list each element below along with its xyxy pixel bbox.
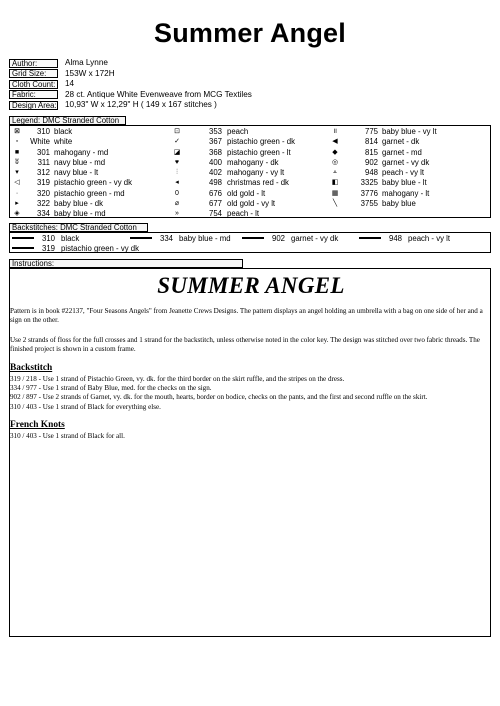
legend-entry — [330, 178, 480, 188]
legend-entry — [12, 168, 162, 178]
legend-entry — [330, 127, 480, 137]
instructions-panel — [9, 268, 491, 637]
instructions-paragraph: Pattern is in book #22137, "Four Seasons Angels" from Jeanette Crews Designs. The pattern displays an angel holding an umbrella with a bag on one side of her and a sign on the other. — [10, 307, 483, 325]
legend-label: Legend: DMC Stranded Cotton — [9, 116, 126, 125]
backstitch-color-name: baby blue - md — [179, 233, 231, 243]
info-row-author — [9, 58, 309, 69]
legend-color-name: mahogany - md — [54, 147, 109, 157]
legend-code: 814 — [364, 137, 378, 147]
legend-color-name: pistachio green - vy dk — [54, 178, 133, 188]
info-row-fabric — [9, 90, 309, 101]
legend-code: 301 — [36, 147, 50, 157]
legend-code: 3776 — [360, 188, 378, 198]
legend-color-name: peach - lt — [227, 209, 260, 219]
info-value: 28 ct. Antique White Evenweave from MCG Textiles — [65, 89, 252, 99]
legend-color-name: peach - vy lt — [382, 168, 425, 178]
legend-code: 368 — [208, 147, 222, 157]
legend-entry — [330, 168, 480, 178]
legend-color-name: baby blue - lt — [382, 178, 427, 188]
info-label: Cloth Count: — [9, 80, 58, 89]
legend-grid — [10, 127, 492, 220]
legend-symbol-icon: · — [15, 189, 19, 197]
legend-code: 310 — [36, 127, 50, 136]
legend-symbol-icon: ʬ — [15, 158, 19, 166]
legend-symbol-icon: ॥ — [332, 128, 338, 135]
legend-color-name: pistachio green - md — [54, 188, 125, 198]
legend-entry — [12, 148, 162, 158]
legend-symbol-icon: ▾ — [15, 169, 19, 177]
info-label: Design Area: — [9, 101, 58, 110]
legend-color-name: navy blue - md — [54, 157, 106, 167]
backstitch-entry — [359, 233, 450, 243]
backstitch-line: 319 / 218 - Use 1 strand of Pistachio Green, vy. dk. for the third border on the skirt ruffle, and the stripes on the dress. — [10, 374, 345, 383]
legend-code: 815 — [364, 147, 378, 157]
legend-symbol-icon: ■ — [14, 148, 20, 156]
legend-entry — [172, 127, 322, 137]
legend-code: 498 — [208, 178, 222, 188]
backstitch-entry — [242, 233, 338, 243]
legend-entry — [172, 158, 322, 168]
legend-color-name: mahogany - vy lt — [227, 168, 285, 178]
backstitch-code: 334 — [160, 233, 174, 243]
backstitch-line: 310 / 403 - Use 1 strand of Black for everything else. — [10, 402, 161, 411]
info-value: 14 — [65, 79, 75, 89]
legend-symbol-icon: ◈ — [14, 210, 20, 218]
legend-entry — [172, 199, 322, 209]
legend-color-name: white — [54, 137, 73, 147]
legend-entry — [12, 178, 162, 188]
instructions-paragraph: Use 2 strands of floss for the full crosses and 1 strand for the backstitch, unless otherwise noted in the color key. The design was stitched over two fabric threads. The finished project is shown in a custom frame. — [10, 335, 480, 354]
legend-symbol-icon: ▦ — [331, 189, 339, 197]
legend-code: 402 — [208, 168, 222, 178]
legend-entry — [330, 158, 480, 168]
backstitch-line-icon — [359, 237, 381, 238]
legend-code: 319 — [36, 178, 50, 188]
legend-row — [10, 148, 492, 158]
info-value: 10,93" W x 12,29" H ( 149 x 167 stitches ) — [65, 100, 217, 110]
info-block — [9, 58, 309, 111]
legend-symbol-icon: ▸ — [15, 200, 19, 208]
backstitch-line-icon — [130, 237, 152, 238]
legend-code: 353 — [208, 127, 222, 136]
legend-entry — [12, 209, 162, 219]
backstitch-color-name: garnet - vy dk — [291, 233, 339, 243]
legend-color-name: black — [54, 127, 73, 136]
legend-entry — [330, 189, 480, 199]
backstitch-entry — [12, 243, 139, 253]
legend-symbol-icon: ⊠ — [14, 128, 20, 135]
backstitch-code: 902 — [272, 233, 286, 243]
legend-color-name: baby blue - md — [54, 209, 106, 219]
legend-color-name: garnet - md — [382, 147, 422, 157]
legend-code: 322 — [36, 199, 50, 209]
backstitch-heading: Backstitch — [10, 362, 53, 373]
legend-code: 677 — [208, 199, 222, 209]
info-label: Fabric: — [9, 90, 58, 99]
legend-entry — [12, 189, 162, 199]
legend-color-name: baby blue - dk — [54, 199, 103, 209]
backstitch-color-name: peach - vy lt — [408, 233, 451, 243]
info-row-design-area — [9, 100, 309, 111]
legend-color-name: pistachio green - dk — [227, 137, 296, 147]
legend-code: 311 — [37, 157, 50, 167]
legend-symbol-icon: ◀ — [332, 138, 338, 146]
legend-row — [10, 209, 492, 219]
legend-entry — [172, 178, 322, 188]
backstitch-code: 310 — [42, 233, 56, 243]
legend-color-name: baby blue - vy lt — [382, 127, 437, 136]
legend-symbol-icon: ✓ — [174, 138, 180, 146]
legend-entry — [12, 137, 162, 147]
backstitch-color-name: pistachio green - vy dk — [61, 243, 140, 253]
instructions-label: Instructions: — [9, 259, 243, 268]
legend-code: 3755 — [360, 199, 378, 209]
backstitch-line: 902 / 897 - Use 2 strands of Garnet, vy. dk. for the mouth, hearts, border on bodice, checks on the pants, and the first and second ruffle on the skirt. — [10, 393, 428, 402]
legend-entry — [172, 137, 322, 147]
legend-row — [10, 199, 492, 209]
legend-code: 676 — [208, 188, 222, 198]
legend-entry — [12, 127, 162, 137]
legend-code: 334 — [36, 209, 50, 219]
backstitch-entry — [12, 233, 79, 243]
french-knots-heading: French Knots — [10, 420, 65, 431]
legend-color-name: baby blue — [382, 199, 416, 209]
legend-symbol-icon: ◪ — [173, 148, 181, 156]
legend-row — [10, 178, 492, 188]
legend-symbol-icon: ◆ — [332, 148, 338, 156]
instructions-body — [10, 307, 491, 442]
legend-color-name: mahogany - dk — [227, 157, 279, 167]
legend-entry — [330, 148, 480, 158]
info-row-grid-size — [9, 69, 309, 80]
backstitches-panel — [9, 232, 491, 253]
backstitches-label: Backstitches: DMC Stranded Cotton — [9, 223, 148, 232]
legend-code: 3325 — [360, 178, 378, 188]
legend-entry — [330, 137, 480, 147]
legend-code: 902 — [364, 157, 378, 167]
page-title: Summer Angel — [154, 18, 346, 48]
legend-color-name: old gold - vy lt — [227, 199, 276, 209]
legend-symbol-icon: ♥ — [174, 158, 180, 166]
legend-symbol-icon: ◁ — [14, 179, 20, 187]
backstitch-code: 319 — [42, 243, 56, 253]
legend-row — [10, 127, 492, 137]
legend-row — [10, 189, 492, 199]
legend-entry — [172, 168, 322, 178]
legend-color-name: peach — [227, 127, 249, 136]
backstitch-line: 334 / 977 - Use 1 strand of Baby Blue, med. for the checks on the sign. — [10, 384, 212, 393]
backstitch-line-icon — [242, 237, 264, 238]
legend-symbol-icon: 0 — [175, 189, 179, 197]
legend-code: 775 — [364, 127, 378, 136]
legend-symbol-icon: ◂ — [175, 179, 179, 187]
backstitch-line-icon — [12, 237, 34, 238]
info-row-cloth-count — [9, 79, 309, 90]
legend-color-name: garnet - vy dk — [382, 157, 430, 167]
legend-entry — [12, 158, 162, 168]
legend-symbol-icon: ◎ — [331, 158, 339, 166]
backstitch-color-name: black — [61, 233, 80, 243]
info-label: Author: — [9, 59, 58, 68]
backstitch-entry — [130, 233, 231, 243]
legend-entry — [12, 199, 162, 209]
legend-symbol-icon: ⊡ — [174, 128, 180, 135]
legend-panel — [9, 125, 491, 218]
legend-symbol-icon: ⩡ — [333, 169, 337, 177]
legend-code: 320 — [36, 188, 50, 198]
legend-code: 367 — [208, 137, 222, 147]
french-knot-line: 310 / 403 - Use 1 strand of Black for all. — [10, 432, 125, 441]
legend-color-name: christmas red - dk — [227, 178, 289, 188]
info-label: Grid Size: — [9, 69, 58, 78]
backstitch-code: 948 — [389, 233, 403, 243]
legend-color-name: pistachio green - lt — [227, 147, 291, 157]
legend-code: 400 — [208, 157, 222, 167]
legend-entry — [330, 199, 480, 209]
legend-symbol-icon: ╲ — [332, 200, 338, 208]
legend-symbol-icon: » — [175, 210, 179, 218]
backstitch-line-icon — [12, 247, 34, 248]
legend-code: White — [30, 137, 50, 147]
legend-row — [10, 158, 492, 168]
legend-entry — [172, 209, 322, 219]
legend-symbol-icon: ◧ — [331, 179, 339, 187]
legend-code: 948 — [364, 168, 378, 178]
legend-entry — [172, 189, 322, 199]
legend-row — [10, 137, 492, 147]
legend-color-name: garnet - dk — [382, 137, 420, 147]
legend-symbol-icon: ⫶ — [176, 169, 178, 177]
legend-color-name: navy blue - lt — [54, 168, 99, 178]
info-value: Alma Lynne — [65, 58, 108, 68]
legend-code: 312 — [36, 168, 50, 178]
legend-symbol-icon: ▫ — [15, 138, 19, 146]
legend-color-name: old gold - lt — [227, 188, 266, 198]
instructions-heading: SUMMER ANGEL — [157, 273, 345, 298]
legend-code: 754 — [208, 209, 222, 219]
legend-color-name: mahogany - lt — [382, 188, 430, 198]
legend-symbol-icon: ⌀ — [174, 200, 180, 208]
info-value: 153W x 172H — [65, 68, 115, 78]
legend-row — [10, 168, 492, 178]
legend-entry — [172, 148, 322, 158]
